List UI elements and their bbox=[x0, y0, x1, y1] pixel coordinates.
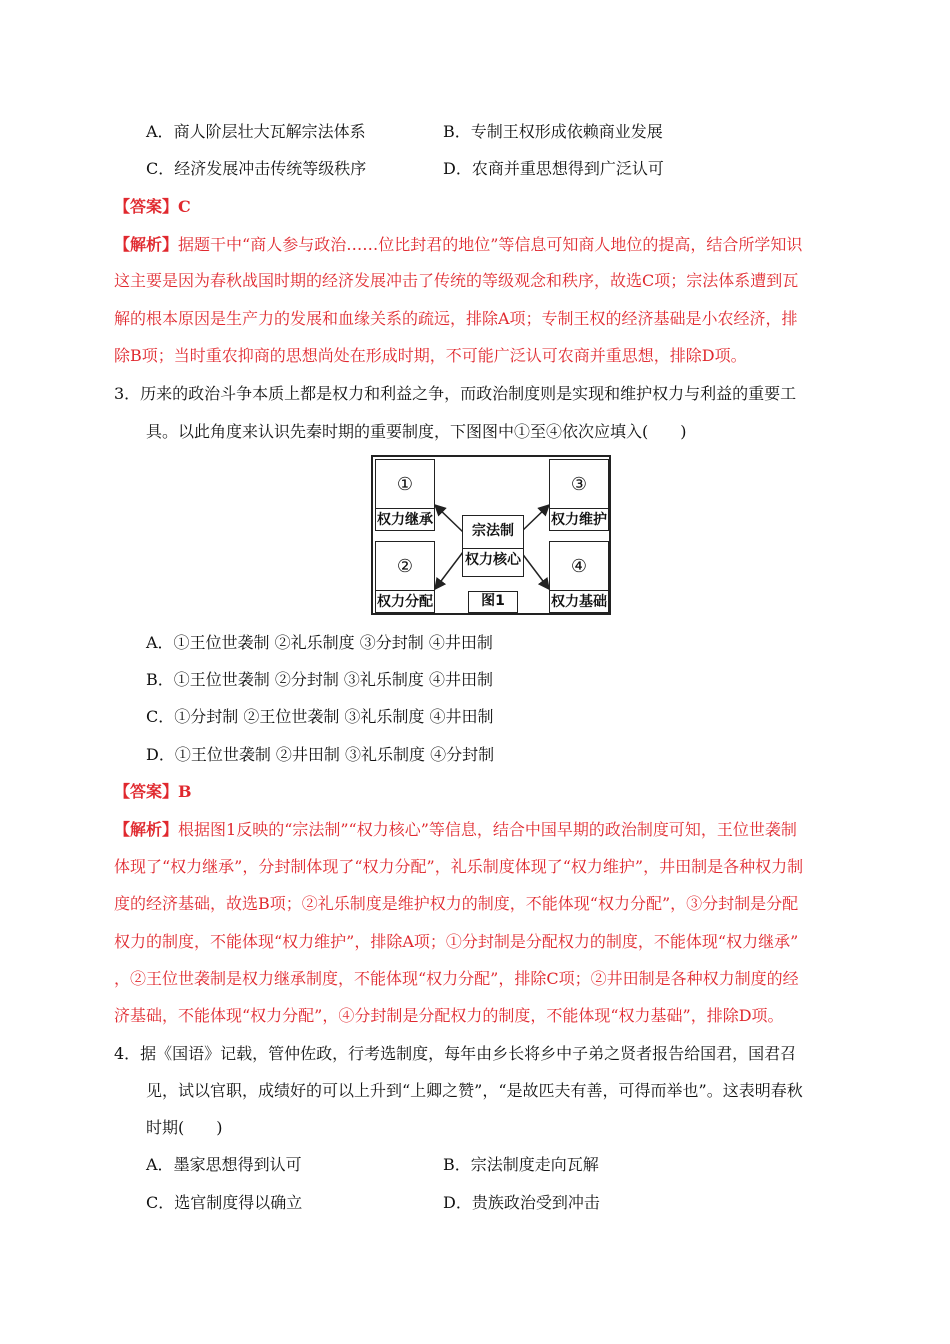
q3-analysis-line-4: 权力的制度，不能体现“权力维护”，排除A项；①分封制是分配权力的制度，不能体现“权力继承” bbox=[114, 932, 799, 951]
diagram-box-4: ④ 权力基础 bbox=[549, 541, 609, 613]
diagram-figure-label: 图1 bbox=[468, 591, 518, 613]
q2-answer: 【答案】C bbox=[114, 197, 191, 216]
q3-analysis-line-2: 体现了“权力继承”，分封制体现了“权力分配”，礼乐制度体现了“权力维护”，井田制是各种权力制 bbox=[114, 857, 804, 876]
q3-option-b: B．①王位世袭制 ②分封制 ③礼乐制度 ④井田制 bbox=[146, 670, 494, 689]
q3-option-d: D．①王位世袭制 ②井田制 ③礼乐制度 ④分封制 bbox=[146, 745, 495, 764]
q2-analysis-line-4: 除B项；当时重农抑商的思想尚处在形成时期，不可能广泛认可农商并重思想，排除D项。 bbox=[114, 346, 747, 365]
diagram-box-3: ③ 权力维护 bbox=[549, 459, 609, 531]
q2-option-a: A．商人阶层壮大瓦解宗法体系 bbox=[146, 122, 366, 141]
q2-analysis-line-1: 【解析】据题干中“商人参与政治……位比封君的地位”等信息可知商人地位的提高，结合所学知识 bbox=[114, 235, 803, 254]
q2-analysis-label: 【解析】 bbox=[114, 235, 179, 254]
q4-option-c: C．选官制度得以确立 bbox=[146, 1193, 303, 1212]
q3-answer: 【答案】B bbox=[114, 782, 192, 801]
diagram-box-1: ① 权力继承 bbox=[375, 459, 435, 531]
q3-option-c: C．①分封制 ②王位世袭制 ③礼乐制度 ④井田制 bbox=[146, 707, 494, 726]
q4-stem-line-3: 时期( ) bbox=[146, 1118, 223, 1137]
q3-stem-line-2: 具。以此角度来认识先秦时期的重要制度，下图图中①至④依次应填入( ) bbox=[146, 422, 687, 441]
figure-1-diagram bbox=[371, 455, 611, 615]
q3-analysis-label: 【解析】 bbox=[114, 820, 179, 839]
q4-option-b: B．宗法制度走向瓦解 bbox=[443, 1155, 599, 1174]
q4-option-a: A．墨家思想得到认可 bbox=[146, 1155, 302, 1174]
q4-option-d: D．贵族政治受到冲击 bbox=[443, 1193, 600, 1212]
q2-analysis-line-2: 这主要是因为春秋战国时期的经济发展冲击了传统的等级观念和秩序，故选C项；宗法体系遭到瓦 bbox=[114, 271, 799, 290]
diagram-box-2: ② 权力分配 bbox=[375, 541, 435, 613]
q3-analysis-line-1: 【解析】根据图1反映的“宗法制”“权力核心”等信息，结合中国早期的政治制度可知，王位世袭制 bbox=[114, 820, 797, 839]
q4-stem-line-1: 4．据《国语》记载，管仲佐政，行考选制度，每年由乡长将乡中子弟之贤者报告给国君，国君召 bbox=[114, 1044, 797, 1063]
q2-option-d: D．农商并重思想得到广泛认可 bbox=[443, 159, 664, 178]
q4-stem-line-2: 见，试以官职，成绩好的可以上升到“上卿之赞”，“是故匹夫有善，可得而举也”。这表明春秋 bbox=[146, 1081, 803, 1100]
q2-option-b: B．专制王权形成依赖商业发展 bbox=[443, 122, 663, 141]
q3-option-a: A．①王位世袭制 ②礼乐制度 ③分封制 ④井田制 bbox=[146, 633, 493, 652]
q2-analysis-line-3: 解的根本原因是生产力的发展和血缘关系的疏远，排除A项；专制王权的经济基础是小农经济，排 bbox=[114, 309, 798, 328]
diagram-center-box: 宗法制 权力核心 bbox=[462, 515, 524, 577]
q3-analysis-line-3: 度的经济基础，故选B项；②礼乐制度是维护权力的制度，不能体现“权力分配”，③分封制是分配 bbox=[114, 894, 799, 913]
q3-analysis-line-6: 济基础，不能体现“权力分配”，④分封制是分配权力的制度，不能体现“权力基础”，排除D项。 bbox=[114, 1006, 784, 1025]
q3-stem-line-1: 3．历来的政治斗争本质上都是权力和利益之争，而政治制度则是实现和维护权力与利益的重要工 bbox=[114, 384, 797, 403]
q3-analysis-line-5: ，②王位世袭制是权力继承制度，不能体现“权力分配”，排除C项；②井田制是各种权力制度的经 bbox=[114, 969, 799, 988]
q2-option-c: C．经济发展冲击传统等级秩序 bbox=[146, 159, 367, 178]
